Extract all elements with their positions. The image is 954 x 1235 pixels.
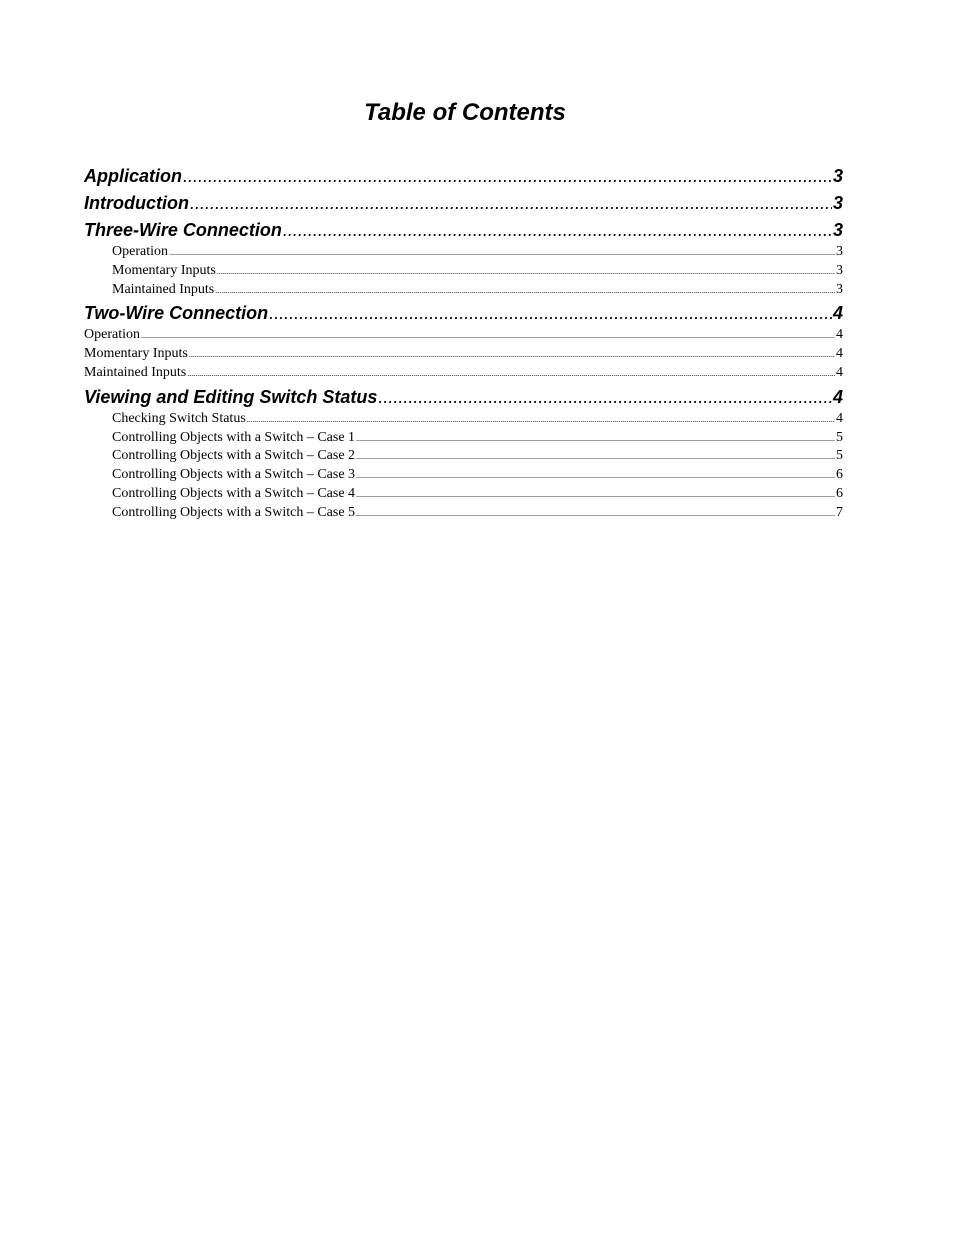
dot-leader [189, 345, 835, 364]
dot-leader [269, 300, 832, 326]
toc-entry-page: 3 [836, 281, 843, 297]
toc-entry-page: 3 [836, 262, 843, 278]
dot-leader [283, 217, 832, 243]
toc-entry-page: 3 [836, 244, 843, 259]
toc-entry-page: 3 [832, 220, 843, 240]
table-of-contents [84, 162, 843, 523]
toc-entry-page: 3 [832, 193, 843, 213]
toc-entry-three-wire-connection[interactable] [84, 217, 843, 243]
toc-entry-page: 4 [836, 346, 843, 362]
toc-entry-label: Viewing and Editing Switch Status [84, 386, 378, 407]
dot-leader [356, 504, 835, 523]
toc-entry-label: Controlling Objects with a Switch – Case 5 [112, 504, 356, 520]
dot-leader [356, 447, 835, 466]
toc-entry-momentary-inputs[interactable] [84, 345, 843, 364]
toc-entry-page: 4 [836, 327, 843, 343]
toc-entry-controlling-objects-case-2[interactable] [84, 447, 843, 466]
toc-entry-label: Maintained Inputs [84, 364, 187, 380]
toc-entry-label: Operation [112, 244, 168, 259]
toc-entry-page: 3 [832, 166, 843, 186]
toc-entry-page: 6 [836, 467, 843, 483]
toc-entry-label: Two-Wire Connection [84, 303, 269, 324]
toc-entry-label: Checking Switch Status [112, 410, 246, 426]
toc-entry-application[interactable] [84, 163, 843, 189]
toc-entry-page: 7 [836, 504, 843, 520]
toc-entry-operation[interactable] [84, 243, 843, 262]
toc-entry-maintained-inputs[interactable] [84, 364, 843, 383]
dot-leader [187, 364, 835, 383]
toc-entry-viewing-editing-switch-status[interactable] [84, 384, 843, 410]
dot-leader [141, 326, 835, 345]
toc-entry-label: Introduction [84, 193, 189, 213]
dot-leader [183, 163, 832, 189]
dot-leader [356, 485, 835, 504]
dot-leader [217, 262, 835, 281]
toc-entry-label: Maintained Inputs [112, 281, 215, 297]
toc-entry-label: Controlling Objects with a Switch – Case 2 [112, 448, 356, 464]
dot-leader [378, 384, 832, 410]
toc-entry-controlling-objects-case-4[interactable] [84, 485, 843, 504]
toc-entry-two-wire-connection[interactable] [84, 300, 843, 326]
toc-entry-label: Controlling Objects with a Switch – Case 4 [112, 485, 356, 501]
toc-entry-label: Momentary Inputs [84, 346, 188, 362]
toc-entry-page: 5 [836, 448, 843, 464]
toc-entry-label: Application [84, 166, 182, 186]
toc-entry-label: Controlling Objects with a Switch – Case 3 [112, 467, 356, 483]
toc-entry-maintained-inputs[interactable] [84, 281, 843, 300]
dot-leader [247, 410, 835, 429]
toc-entry-page: 4 [832, 303, 843, 324]
toc-entry-controlling-objects-case-5[interactable] [84, 504, 843, 523]
toc-entry-label: Operation [84, 327, 140, 343]
toc-entry-page: 5 [836, 429, 843, 445]
toc-entry-page: 4 [836, 364, 843, 380]
toc-entry-controlling-objects-case-3[interactable] [84, 466, 843, 485]
dot-leader [190, 190, 832, 216]
toc-entry-controlling-objects-case-1[interactable] [84, 429, 843, 448]
toc-entry-label: Three-Wire Connection [84, 220, 282, 240]
toc-entry-page: 4 [836, 410, 843, 426]
toc-entry-introduction[interactable] [84, 190, 843, 216]
toc-entry-checking-switch-status[interactable] [84, 410, 843, 429]
page-title: Table of Contents [364, 99, 566, 126]
toc-entry-momentary-inputs[interactable] [84, 262, 843, 281]
toc-entry-page: 4 [832, 386, 843, 407]
dot-leader [356, 466, 835, 485]
toc-entry-page: 6 [836, 485, 843, 501]
toc-entry-label: Momentary Inputs [112, 262, 216, 278]
dot-leader [215, 281, 835, 300]
toc-entry-label: Controlling Objects with a Switch – Case 1 [112, 429, 356, 445]
dot-leader [356, 429, 835, 448]
dot-leader [169, 243, 835, 262]
toc-entry-operation[interactable] [84, 326, 843, 345]
